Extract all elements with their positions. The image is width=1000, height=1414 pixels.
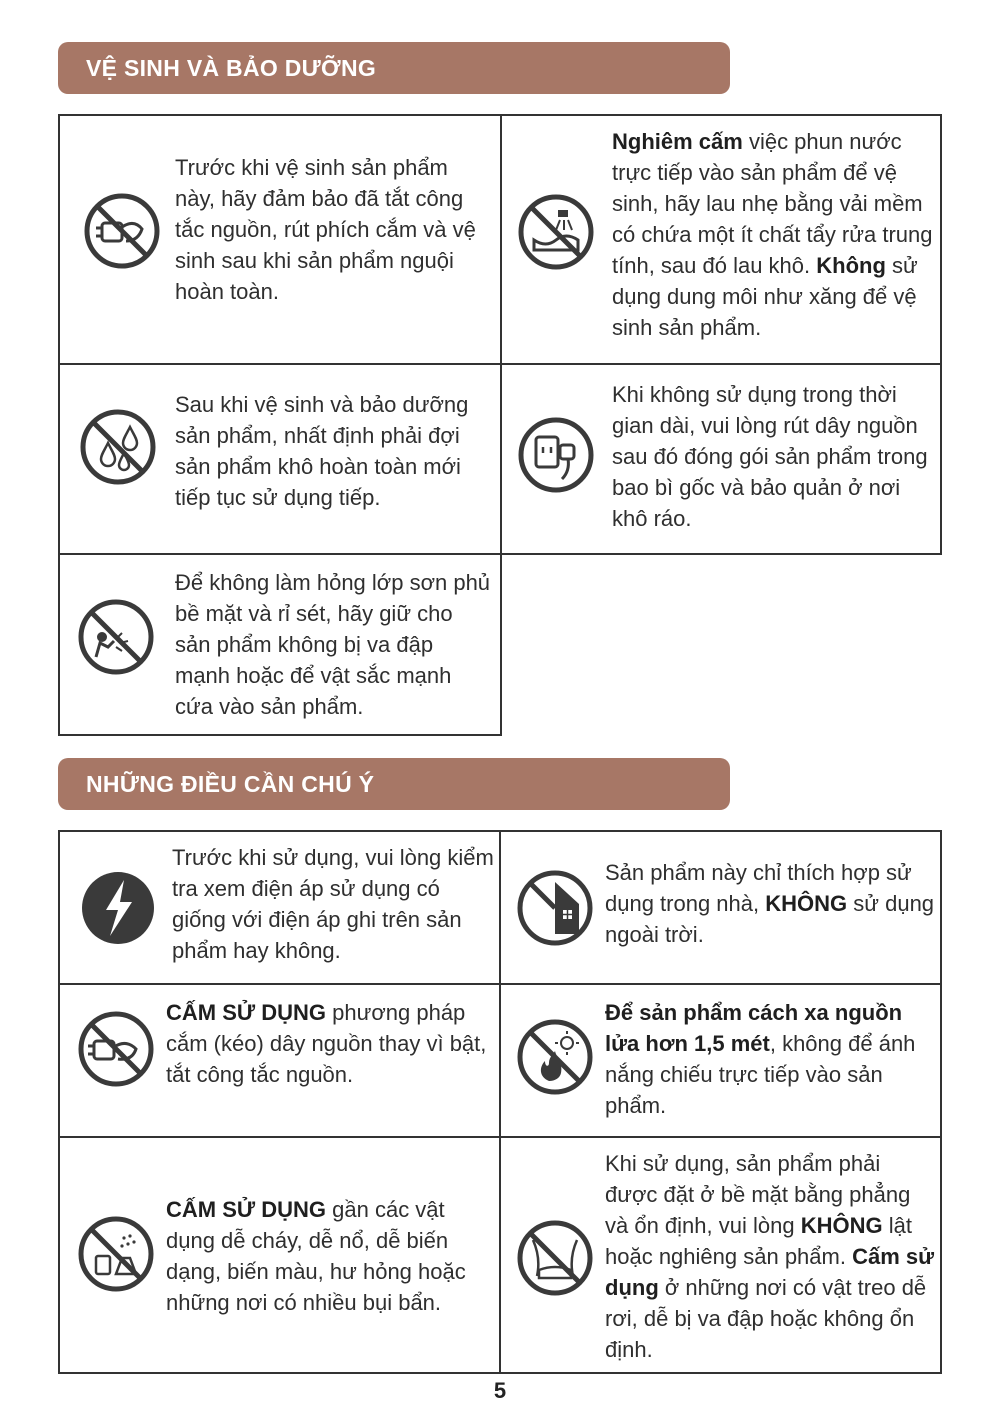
no-flammable-icon	[76, 1214, 156, 1294]
no-water-drops-icon	[78, 407, 158, 487]
emphasis-text: Để sản phẩm cách xa nguồn lửa hơn 1,5 mét	[605, 1000, 903, 1056]
body-text: phương pháp cắm (kéo) dây nguồn thay vì bật, tắt công tắc nguồn.	[166, 1000, 487, 1087]
notice-cell	[58, 114, 502, 365]
high-voltage-icon	[78, 868, 158, 948]
notice-text	[166, 997, 492, 1090]
notice-text	[172, 842, 494, 966]
body-text: , không để ánh nắng chiếu trực tiếp vào sản phẩm.	[605, 1031, 916, 1118]
body-text: Trước khi vệ sinh sản phẩm này, hãy đảm bảo đã tắt công tắc nguồn, rút phích cắm và vệ sinh sau khi sản phẩm nguội hoàn toàn.	[175, 155, 476, 304]
notice-cell	[58, 983, 501, 1138]
notice-text	[605, 997, 935, 1121]
notice-cell	[58, 363, 502, 555]
body-text: Sau khi vệ sinh và bảo dưỡng sản phẩm, nhất định phải đợi sản phẩm khô hoàn toàn mới tiếp tục sử dụng tiếp.	[175, 392, 469, 510]
body-text: lật hoặc nghiêng sản phẩm.	[605, 1213, 912, 1269]
section-title-notes: NHỮNG ĐIỀU CẦN CHÚ Ý	[58, 758, 730, 810]
no-water-spray-icon	[516, 192, 596, 272]
section-title-cleaning: VỆ SINH VÀ BẢO DƯỠNG	[58, 42, 730, 94]
body-text: Khi không sử dụng trong thời gian dài, vui lòng rút dây nguồn sau đó đóng gói sản phẩm trong bao bì gốc và bảo quản ở nơi khô ráo.	[612, 382, 928, 531]
no-unstable-surface-icon	[515, 1218, 595, 1298]
emphasis-text: Cấm sử dụng	[605, 1244, 935, 1300]
notice-text	[605, 857, 935, 950]
notice-text	[175, 152, 493, 307]
no-hand-unplug-icon	[82, 191, 162, 271]
notice-cell	[499, 830, 942, 985]
body-text: Khi sử dụng, sản phẩm phải được đặt ở bề mặt bằng phẳng và ổn định, vui lòng	[605, 1151, 911, 1238]
body-text: sử dụng dung môi như xăng để vệ sinh sản phẩm.	[612, 253, 918, 340]
no-pull-cord-icon	[76, 1009, 156, 1089]
notice-text	[166, 1194, 492, 1318]
body-text: việc phun nước trực tiếp vào sản phẩm để vệ sinh, hãy lau nhẹ bằng vải mềm có chứa một ít chất tẩy rửa trung tính, sau đó lau khô.	[612, 129, 933, 278]
body-text: Sản phẩm này chỉ thích hợp sử dụng trong nhà,	[605, 860, 912, 916]
body-text: Để không làm hỏng lớp sơn phủ bề mặt và rỉ sét, hãy giữ cho sản phẩm không bị va đập mạnh hoặc để vật sắc mạnh cứa vào sản phẩm.	[175, 570, 491, 719]
emphasis-text: KHÔNG	[800, 1213, 883, 1238]
notice-text	[175, 567, 493, 722]
no-fire-sun-icon	[515, 1017, 595, 1097]
body-text: Trước khi sử dụng, vui lòng kiểm tra xem điện áp sử dụng có giống với điện áp ghi trên sản phẩm hay không.	[172, 845, 494, 963]
body-text: sử dụng ngoài trời.	[605, 891, 935, 947]
notice-text	[175, 389, 493, 513]
notice-cell	[500, 363, 942, 555]
page-number: 5	[493, 1378, 507, 1403]
body-text: ở những nơi có vật treo dễ rơi, dễ bị va đập hoặc không ổn định.	[605, 1275, 927, 1362]
notice-text	[612, 126, 937, 343]
emphasis-text: Không	[816, 253, 886, 278]
notice-cell	[499, 983, 942, 1138]
notice-text	[605, 1148, 935, 1365]
no-impact-icon	[76, 597, 156, 677]
emphasis-text: KHÔNG	[765, 891, 848, 916]
notice-cell	[58, 1136, 501, 1374]
emphasis-text: CẤM SỬ DỤNG	[166, 1000, 327, 1025]
emphasis-text: CẤM SỬ DỤNG	[166, 1197, 327, 1222]
notice-cell	[58, 830, 501, 985]
unplug-socket-icon	[516, 415, 596, 495]
notice-cell	[500, 114, 942, 365]
notice-text	[612, 379, 937, 534]
body-text: gần các vật dụng dễ cháy, dễ nổ, dễ biến dạng, biến màu, hư hỏng hoặc những nơi có nhiều bụi bẩn.	[166, 1197, 466, 1315]
emphasis-text: Nghiêm cấm	[612, 129, 743, 154]
notice-cell	[58, 553, 502, 736]
indoor-only-icon	[515, 868, 595, 948]
notice-cell	[499, 1136, 942, 1374]
